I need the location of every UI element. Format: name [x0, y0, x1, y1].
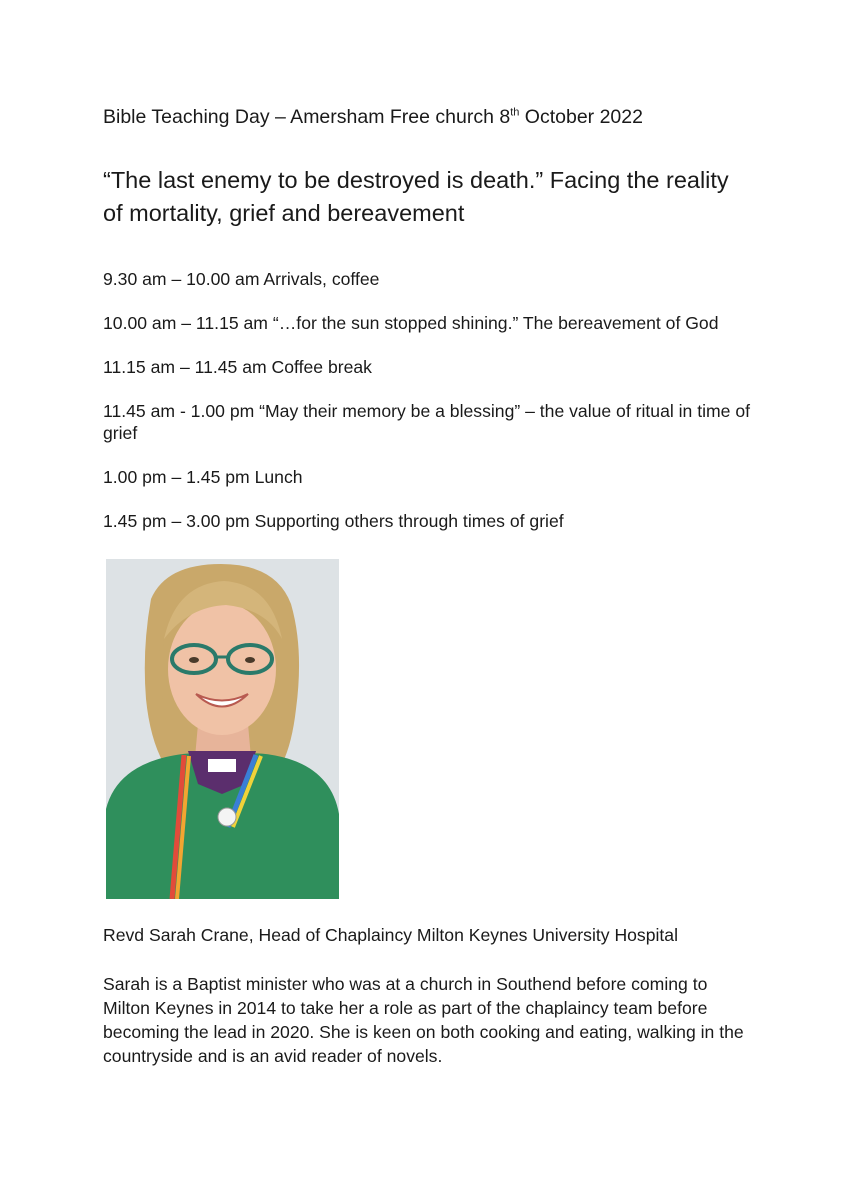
event-name: Bible Teaching Day – Amersham Free church 8 [103, 106, 511, 128]
speaker-photo [106, 559, 339, 899]
speaker-bio: Sarah is a Baptist minister who was at a church in Southend before coming to Milton Keynes in 2014 to take her a role as part of the chaplaincy team before becoming the lead in 2020. She is keen on both cooking and eating, walking in the countryside and is an avid reader of novels. [103, 974, 744, 1066]
speaker-portrait-illustration [106, 559, 339, 899]
schedule-item: 1.45 pm – 3.00 pm Supporting others through times of grief [103, 511, 564, 531]
date-superscript: th [510, 106, 520, 119]
event-date: October 2022 [519, 106, 643, 128]
schedule-item: 11.15 am – 11.45 am Coffee break [103, 357, 372, 377]
page-title: “The last enemy to be destroyed is death.” Facing the reality of mortality, grief and bereavement [103, 167, 729, 226]
schedule-list [103, 268, 753, 554]
schedule-item: 1.00 pm – 1.45 pm Lunch [103, 467, 303, 487]
schedule-item: 9.30 am – 10.00 am Arrivals, coffee [103, 269, 380, 289]
speaker-caption: Revd Sarah Crane, Head of Chaplaincy Milton Keynes University Hospital [103, 925, 679, 945]
schedule-item: 11.45 am - 1.00 pm “May their memory be a blessing” – the value of ritual in time of grief [103, 401, 751, 443]
schedule-item: 10.00 am – 11.15 am “…for the sun stopped shining.” The bereavement of God [103, 313, 719, 333]
event-header [103, 104, 643, 130]
